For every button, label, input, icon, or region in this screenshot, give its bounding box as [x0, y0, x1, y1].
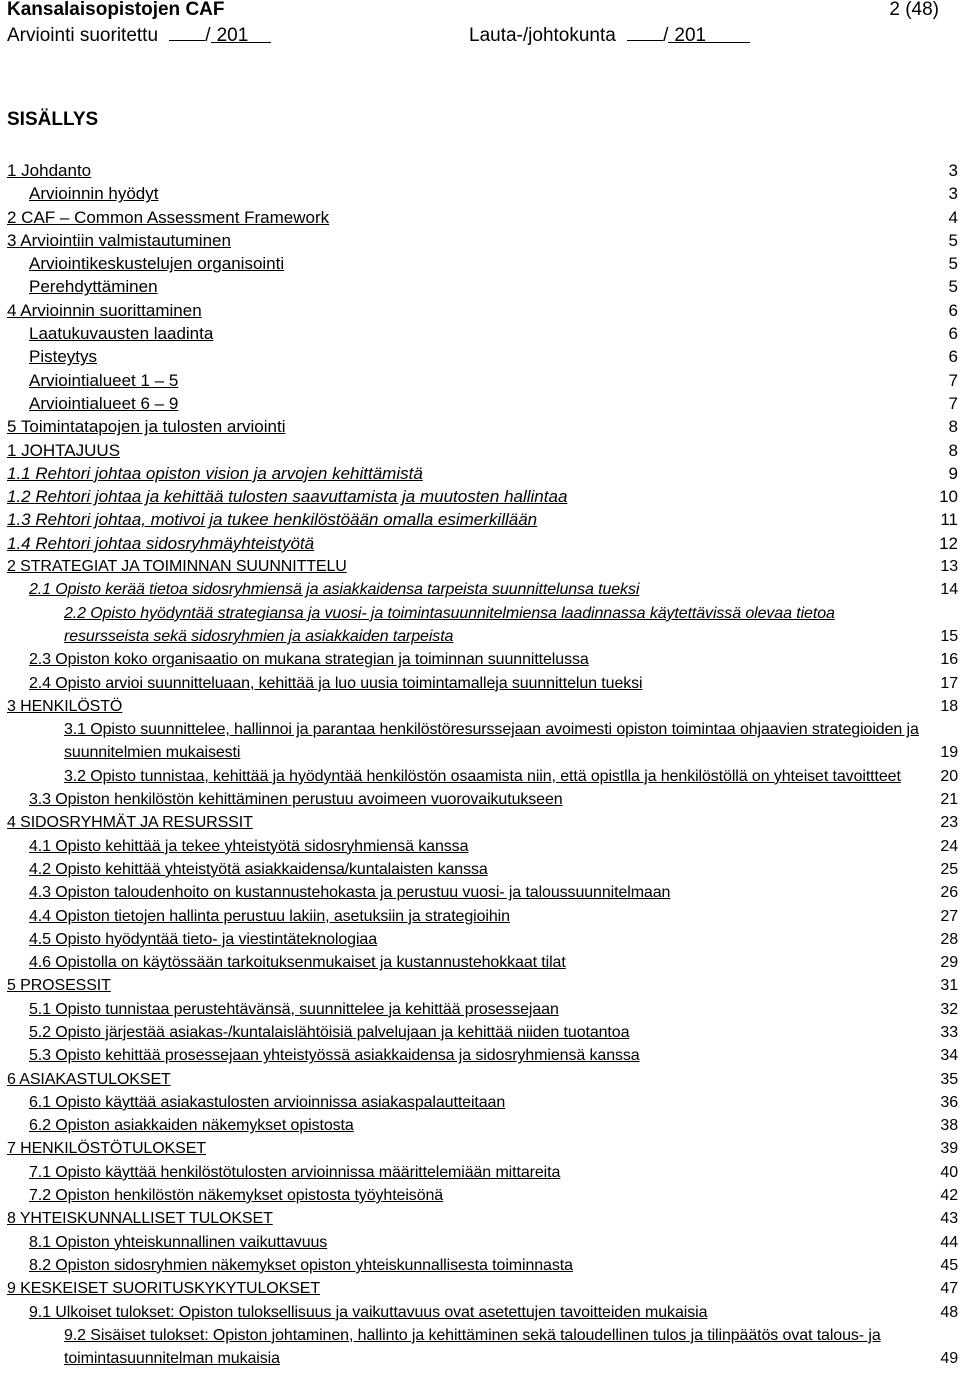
toc-page-number: 23 [940, 814, 958, 832]
board-label: Lauta-/johtokunta [469, 25, 616, 46]
toc-entry [0, 275, 960, 298]
page-header [7, 0, 939, 46]
toc-entry-link[interactable] [0, 392, 960, 415]
toc-page-number: 21 [940, 791, 958, 809]
toc-page-number: 48 [940, 1303, 958, 1321]
toc-entry [0, 159, 960, 182]
toc-page-number: 11 [940, 510, 958, 530]
toc-heading: SISÄLLYS [7, 109, 99, 130]
toc-entry-text: 1.2 Rehtori johtaa ja kehittää tulosten saavuttamista ja muutosten hallintaa [7, 487, 568, 507]
toc-page-number: 13 [940, 558, 958, 576]
toc-page-number: 3 [948, 184, 958, 204]
toc-entry [0, 439, 960, 462]
toc-entry-link[interactable] [0, 1044, 960, 1067]
toc-entry-text: Pisteytys [29, 347, 98, 367]
toc-entry-link[interactable] [0, 1184, 960, 1207]
toc-entry-text: 2 CAF – Common Assessment Framework [7, 207, 330, 227]
toc-entry-text: 3 Arviointiin valmistautuminen [7, 230, 231, 250]
toc-entry-text: Arviointikeskustelujen organisointi [29, 254, 285, 274]
board-year-prefix: 201 [674, 25, 707, 46]
toc-entry-link[interactable] [0, 1091, 960, 1114]
toc-entry-text: 2.2 Opisto hyödyntää strategiansa ja vuosi- ja toimintasuunnitelmiensa laadinnassa käytettävissä olevaa tietoa resursseista sekä sidosryhmien ja asiakkaiden tarpeista [64, 604, 835, 645]
toc-entry-link[interactable] [0, 881, 960, 904]
toc-page-number: 35 [940, 1070, 958, 1088]
toc-entry-text: 4.3 Opiston taloudenhoito on kustannustehokasta ja perustuu vuosi- ja taloussuunnitelmaan [29, 884, 671, 902]
toc-entry-text: 8 YHTEISKUNNALLISET TULOKSET [7, 1210, 273, 1228]
toc-entry-link[interactable] [0, 858, 960, 881]
toc-entry-link[interactable] [0, 788, 960, 811]
toc-entry-link[interactable] [0, 811, 960, 834]
assessment-slash: / [205, 25, 211, 46]
toc-entry-text: 3.3 Opiston henkilöstön kehittäminen perustuu avoimeen vuorovaikutukseen [29, 791, 563, 809]
toc-entry-link[interactable] [0, 439, 960, 462]
toc-page-number: 6 [948, 324, 958, 344]
toc-entry-link[interactable] [0, 718, 960, 765]
toc-entry [0, 1137, 960, 1160]
toc-page-number: 15 [940, 627, 958, 645]
toc-entry [0, 369, 960, 392]
toc-entry [0, 182, 960, 205]
toc-entry [0, 1254, 960, 1277]
toc-entry [0, 835, 960, 858]
toc-entry [0, 415, 960, 438]
toc-entry-text: 8.2 Opiston sidosryhmien näkemykset opiston yhteiskunnallisesta toiminnasta [29, 1256, 573, 1274]
toc-page-number: 24 [940, 837, 958, 855]
toc-entry-link[interactable] [0, 1161, 960, 1184]
toc-page-number: 20 [940, 767, 958, 785]
toc-entry [0, 345, 960, 368]
toc-entry [0, 928, 960, 951]
toc-page-number: 39 [940, 1140, 958, 1158]
toc-entry-link[interactable] [0, 182, 960, 205]
toc-page-number: 45 [940, 1256, 958, 1274]
toc-entry [0, 672, 960, 695]
toc-entry-text: 7 HENKILÖSTÖTULOKSET [7, 1140, 206, 1158]
toc-entry [0, 1021, 960, 1044]
toc-entry [0, 1277, 960, 1300]
toc-page-number: 32 [940, 1000, 958, 1018]
toc-page-number: 38 [940, 1117, 958, 1135]
toc-entry-text: 3.1 Opisto suunnittelee, hallinnoi ja parantaa henkilöstöresurssejaan avoimesti opiston toimintaa ohjaavien strategioiden ja suunnitelmien mukaisesti [64, 721, 919, 762]
toc-entry [0, 462, 960, 485]
toc-entry [0, 1231, 960, 1254]
toc-page-number: 29 [940, 954, 958, 972]
toc-entry [0, 858, 960, 881]
toc-entry [0, 1184, 960, 1207]
toc-entry-link[interactable] [0, 1068, 960, 1091]
toc-entry-text: 1 Johdanto [7, 161, 92, 180]
toc-entry-text: 8.1 Opiston yhteiskunnallinen vaikuttavuus [29, 1233, 328, 1251]
toc-entry-link[interactable] [0, 275, 960, 298]
toc-page-number: 19 [940, 744, 958, 762]
toc-entry-link[interactable] [0, 951, 960, 974]
toc-entry [0, 485, 960, 508]
toc-entry-text: 7.2 Opiston henkilöstön näkemykset opistosta työyhteisönä [29, 1187, 444, 1205]
toc-entry-text: 2.3 Opiston koko organisaatio on mukana strategian ja toiminnan suunnittelussa [29, 651, 589, 669]
toc-entry [0, 1207, 960, 1230]
toc-entry-text: 7.1 Opisto käyttää henkilöstötulosten arvioinnissa määrittelemiään mittareita [29, 1163, 561, 1181]
toc-entry [0, 1114, 960, 1137]
toc-entry-link[interactable] [0, 299, 960, 322]
assessment-year-blank[interactable] [211, 24, 271, 46]
toc-entry-link[interactable] [0, 602, 960, 649]
toc-entry-link[interactable] [0, 485, 960, 508]
toc-entry-link[interactable] [0, 345, 960, 368]
toc-page-number: 28 [940, 930, 958, 948]
toc-entry-text: 2.1 Opisto kerää tietoa sidosryhmiensä ja asiakkaidensa tarpeista suunnittelunsa tueksi [29, 581, 640, 599]
toc-entry-text: Arvioinnin hyödyt [29, 184, 159, 204]
toc-page-number: 44 [940, 1233, 958, 1251]
toc-page-number: 42 [940, 1187, 958, 1205]
toc-entry-text: 1.3 Rehtori johtaa, motivoi ja tukee henkilöstöään omalla esimerkillään [7, 510, 538, 530]
board-year-blank[interactable] [668, 24, 750, 46]
toc-page-number: 31 [940, 977, 958, 995]
toc-page-number: 27 [940, 907, 958, 925]
toc-entry-link[interactable] [0, 462, 960, 485]
toc-entry [0, 299, 960, 322]
toc-entry [0, 602, 960, 649]
toc-page-number: 7 [948, 370, 958, 390]
toc-entry-link[interactable] [0, 1207, 960, 1230]
toc-page-number: 17 [940, 674, 958, 692]
toc-page-number: 49 [940, 1350, 958, 1368]
toc-entry [0, 1091, 960, 1114]
toc-entry-link[interactable] [0, 672, 960, 695]
table-of-contents [0, 159, 960, 1370]
toc-entry-text: 9 KESKEISET SUORITUSKYKYTULOKSET [7, 1280, 321, 1298]
toc-entry [0, 788, 960, 811]
toc-entry-link[interactable] [0, 229, 960, 252]
toc-entry [0, 508, 960, 531]
toc-entry-link[interactable] [0, 835, 960, 858]
toc-entry-link[interactable] [0, 159, 960, 182]
assessment-day-blank[interactable] [169, 22, 205, 41]
page-indicator: 2 (48) [889, 0, 939, 20]
assessment-label: Arviointi suoritettu [7, 25, 159, 46]
toc-entry [0, 765, 960, 788]
toc-entry-text: 4.5 Opisto hyödyntää tieto- ja viestintäteknologiaa [29, 930, 378, 948]
toc-entry-link[interactable] [0, 1114, 960, 1137]
toc-entry-text: 1.1 Rehtori johtaa opiston vision ja arvojen kehittämistä [7, 463, 423, 483]
toc-entry [0, 905, 960, 928]
toc-entry [0, 695, 960, 718]
toc-page-number: 16 [940, 651, 958, 669]
toc-entry [0, 718, 960, 765]
toc-entry-text: 5 Toimintatapojen ja tulosten arviointi [7, 417, 286, 437]
toc-page-number: 6 [948, 347, 958, 367]
toc-page-number: 5 [948, 254, 958, 274]
toc-page-number: 43 [940, 1210, 958, 1228]
toc-entry-link[interactable] [0, 555, 960, 578]
toc-page-number: 40 [940, 1163, 958, 1181]
assessment-year-prefix: 201 [216, 25, 249, 46]
toc-entry-text: 1.4 Rehtori johtaa sidosryhmäyhteistyötä [7, 533, 315, 553]
toc-entry [0, 1301, 960, 1324]
toc-page-number: 5 [948, 277, 958, 297]
toc-entry-text: 6 ASIAKASTULOKSET [7, 1070, 171, 1088]
toc-entry-link[interactable] [0, 508, 960, 531]
toc-entry [0, 229, 960, 252]
toc-entry-link[interactable] [0, 1301, 960, 1324]
toc-page-number: 9 [948, 463, 958, 483]
toc-entry-link[interactable] [0, 928, 960, 951]
toc-entry-text: 9.2 Sisäiset tulokset: Opiston johtaminen, hallinto ja kehittäminen sekä taloudellinen tulos ja tilinpäätös ovat talous- ja toimintasuunnitelman mukaisia [64, 1326, 881, 1368]
board-day-blank[interactable] [627, 22, 663, 41]
toc-page-number: 26 [940, 884, 958, 902]
board-slash: / [663, 25, 669, 46]
toc-entry [0, 252, 960, 275]
toc-entry [0, 206, 960, 229]
toc-entry-text: 2.4 Opisto arvioi suunnitteluaan, kehittää ja luo uusia toimintamalleja suunnittelun tueksi [29, 674, 643, 692]
toc-entry-link[interactable] [0, 998, 960, 1021]
toc-page-number: 10 [939, 487, 958, 507]
toc-page-number: 3 [948, 161, 958, 180]
toc-entry [0, 1068, 960, 1091]
toc-page-number: 8 [948, 440, 958, 460]
toc-entry-text: Perehdyttäminen [29, 277, 158, 297]
toc-page-number: 5 [948, 230, 958, 250]
toc-page-number: 25 [940, 860, 958, 878]
toc-entry [0, 811, 960, 834]
toc-entry-text: 6.1 Opisto käyttää asiakastulosten arvioinnissa asiakaspalautteitaan [29, 1093, 506, 1111]
toc-entry-text: 5.1 Opisto tunnistaa perustehtävänsä, suunnittelee ja kehittää prosessejaan [29, 1000, 559, 1018]
assessment-row [7, 22, 939, 46]
toc-entry [0, 648, 960, 671]
toc-entry-text: Laatukuvausten laadinta [29, 324, 214, 344]
header-title-row [7, 0, 939, 22]
toc-page-number: 12 [939, 533, 958, 553]
toc-entry-link[interactable] [0, 974, 960, 997]
toc-entry-link[interactable] [0, 648, 960, 671]
toc-entry-text: Arviointialueet 6 – 9 [29, 393, 179, 413]
toc-page-number: 47 [940, 1280, 958, 1298]
toc-entry-link[interactable] [0, 905, 960, 928]
toc-entry-link[interactable] [0, 1277, 960, 1300]
document-title: Kansalaisopistojen CAF [7, 0, 225, 20]
toc-entry [0, 1161, 960, 1184]
toc-entry-link[interactable] [0, 578, 960, 601]
toc-entry [0, 1324, 960, 1371]
toc-entry-link[interactable] [0, 322, 960, 345]
toc-entry-text: 4.1 Opisto kehittää ja tekee yhteistyötä sidosryhmiensä kanssa [29, 837, 469, 855]
toc-entry [0, 881, 960, 904]
toc-entry-text: 5 PROSESSIT [7, 977, 111, 995]
toc-entry-text: 5.3 Opisto kehittää prosessejaan yhteistyössä asiakkaidensa ja sidosryhmiensä kanssa [29, 1047, 640, 1065]
toc-entry-link[interactable] [0, 765, 960, 788]
toc-entry-link[interactable] [0, 415, 960, 438]
toc-entry-text: 3 HENKILÖSTÖ [7, 697, 123, 715]
toc-entry-text: 4 Arvioinnin suorittaminen [7, 300, 202, 320]
toc-entry-text: 2 STRATEGIAT JA TOIMINNAN SUUNNITTELU [7, 558, 347, 576]
toc-page-number: 8 [948, 417, 958, 437]
toc-page-number: 33 [940, 1023, 958, 1041]
toc-entry-text: 4.6 Opistolla on käytössään tarkoituksenmukaiset ja kustannustehokkaat tilat [29, 954, 566, 972]
toc-entry [0, 974, 960, 997]
toc-entry [0, 578, 960, 601]
toc-entry-link[interactable] [0, 252, 960, 275]
toc-entry [0, 532, 960, 555]
toc-entry-text: 1 JOHTAJUUS [7, 440, 121, 460]
board-field [469, 22, 750, 48]
toc-entry-text: 5.2 Opisto järjestää asiakas-/kuntalaislähtöisiä palvelujaan ja kehittää niiden tuotantoa [29, 1023, 630, 1041]
toc-entry-text: Arviointialueet 1 – 5 [29, 370, 179, 390]
toc-entry-link[interactable] [0, 369, 960, 392]
toc-entry-link[interactable] [0, 1137, 960, 1160]
toc-entry-text: 9.1 Ulkoiset tulokset: Opiston tuloksellisuus ja vaikuttavuus ovat asetettujen tavoitteiden mukaisia [29, 1303, 708, 1321]
toc-entry-link[interactable] [0, 206, 960, 229]
toc-page-number: 7 [948, 393, 958, 413]
toc-entry [0, 555, 960, 578]
toc-entry-link[interactable] [0, 695, 960, 718]
toc-entry [0, 1044, 960, 1067]
toc-page-number: 6 [948, 300, 958, 320]
toc-entry-link[interactable] [0, 1254, 960, 1277]
toc-entry-text: 3.2 Opisto tunnistaa, kehittää ja hyödyntää henkilöstön osaamista niin, että opistlla ja henkilöstöllä on yhteiset tavoittteet [64, 767, 901, 785]
toc-entry-link[interactable] [0, 1324, 960, 1371]
toc-page-number: 34 [940, 1047, 958, 1065]
toc-entry-link[interactable] [0, 1231, 960, 1254]
toc-page-number: 36 [940, 1093, 958, 1111]
toc-entry [0, 322, 960, 345]
toc-entry-link[interactable] [0, 532, 960, 555]
toc-page-number: 4 [948, 207, 958, 227]
toc-entry-text: 4.4 Opiston tietojen hallinta perustuu lakiin, asetuksiin ja strategioihin [29, 907, 510, 925]
toc-entry-link[interactable] [0, 1021, 960, 1044]
toc-page-number: 14 [940, 581, 958, 599]
toc-entry-text: 4 SIDOSRYHMÄT JA RESURSSIT [7, 814, 253, 832]
toc-entry-text: 4.2 Opisto kehittää yhteistyötä asiakkaidensa/kuntalaisten kanssa [29, 860, 488, 878]
toc-entry-text: 6.2 Opiston asiakkaiden näkemykset opistosta [29, 1117, 354, 1135]
toc-page-number: 18 [940, 697, 958, 715]
toc-entry [0, 951, 960, 974]
toc-entry [0, 392, 960, 415]
toc-entry [0, 998, 960, 1021]
